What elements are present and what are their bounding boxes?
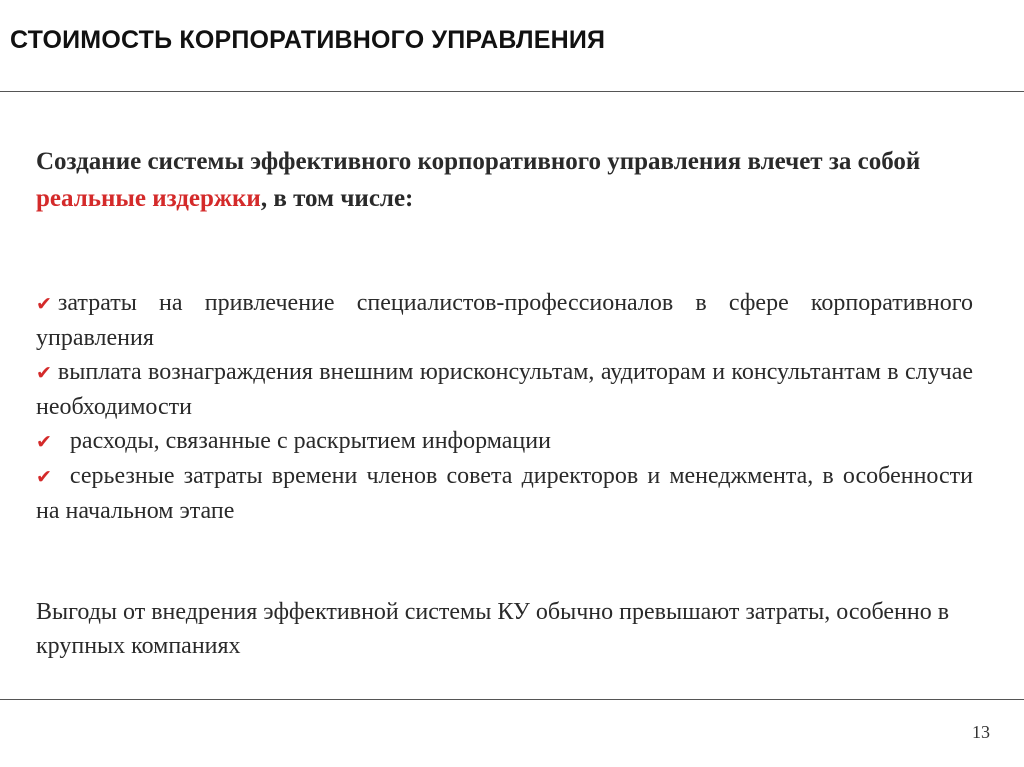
- bullet-text: серьезные затраты времени членов совета директоров и менеджмента, в особенности на начальном этапе: [36, 463, 973, 524]
- checkmark-icon: ✔: [36, 362, 52, 384]
- bullet-text: выплата вознаграждения внешним юрисконсультам, аудиторам и консультантам в случае необходимости: [36, 359, 973, 420]
- intro-highlight: реальные издержки: [36, 185, 261, 212]
- cost-bullet-list: [36, 286, 973, 528]
- checkmark-icon: ✔: [36, 431, 52, 453]
- page-number: 13: [972, 722, 990, 742]
- bullet-item-specialists: [36, 286, 973, 355]
- intro-text-end: , в том числе:: [260, 185, 414, 212]
- checkmark-icon: ✔: [36, 466, 52, 488]
- top-divider: [0, 91, 1024, 92]
- bullet-item-disclosure: [36, 424, 973, 459]
- bullet-item-board-time: [36, 459, 973, 528]
- bottom-divider: [0, 699, 1024, 700]
- bullet-item-consultants: [36, 355, 973, 424]
- conclusion-paragraph: Выгоды от внедрения эффективной системы КУ обычно превышают затраты, особенно в крупных компаниях: [36, 599, 950, 659]
- bullet-text: затраты на привлечение специалистов-профессионалов в сфере корпоративного управления: [36, 290, 973, 351]
- slide-title: СТОИМОСТЬ КОРПОРАТИВНОГО УПРАВЛЕНИЯ: [10, 26, 606, 54]
- bullet-text: расходы, связанные с раскрытием информации: [69, 428, 551, 454]
- checkmark-icon: ✔: [36, 293, 52, 315]
- intro-paragraph: [36, 143, 986, 217]
- intro-text-start: Создание системы эффективного корпоративного управления влечет за собой: [36, 148, 921, 175]
